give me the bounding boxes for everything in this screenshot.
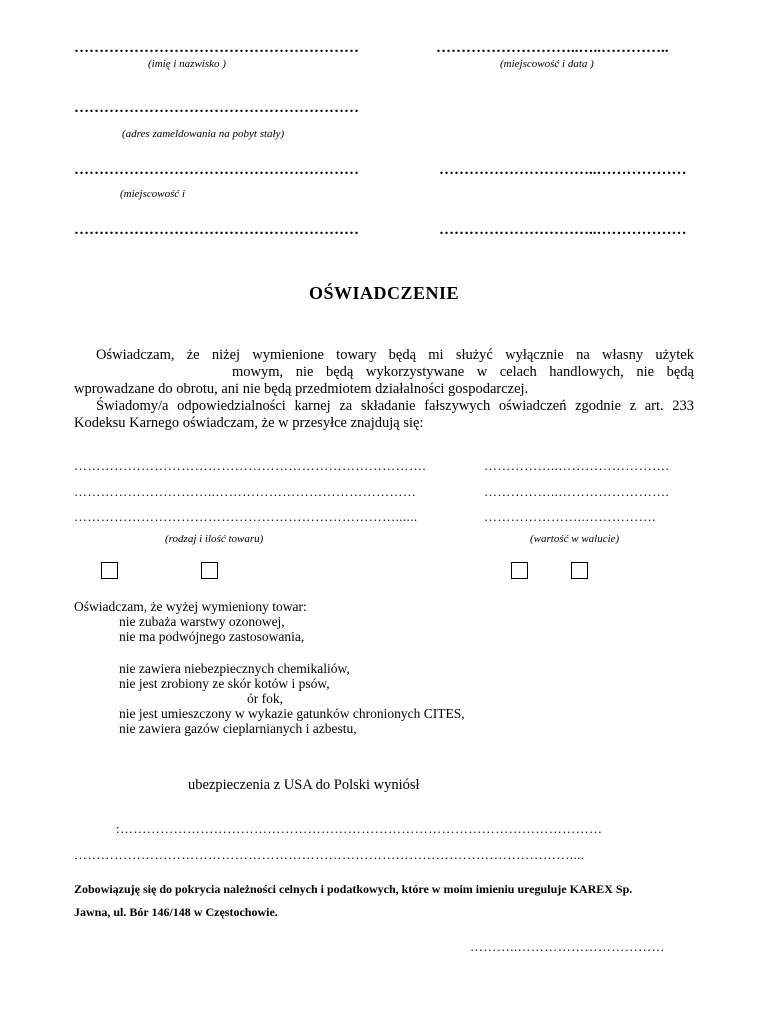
declaration-item: nie zawiera niebezpiecznych chemikaliów, bbox=[119, 661, 350, 676]
declaration-item: nie zawiera gazów cieplarnianych i azbestu, bbox=[119, 721, 357, 736]
insurance-line-1: :……………………………………………………………………………………………… bbox=[116, 821, 603, 836]
statement-line-5: Kodeksu Karnego oświadczam, że w przesyłce znajdują się: bbox=[74, 415, 424, 431]
statement-line-4: Świadomy/a odpowiedzialności karnej za składanie fałszywych oświadczeń zgodnie z art. 233 bbox=[96, 398, 694, 414]
obligation-line-1: Zobowiązuję się do pokrycia należności celnych i podatkowych, które w moim imieniu ureguluje KAREX Sp. bbox=[74, 882, 633, 896]
declaration-item: ór fok, bbox=[247, 691, 283, 706]
checkbox-1[interactable] bbox=[101, 562, 118, 579]
row3-right-field-line: …………………………..……………… bbox=[439, 162, 687, 178]
declaration-item: nie ma podwójnego zastosowania, bbox=[119, 629, 305, 644]
place-date-caption: (miejscowość i data ) bbox=[500, 58, 594, 70]
declaration-item: nie zubaża warstwy ozonowej, bbox=[119, 614, 285, 629]
value-line-2: ……………..……………………. bbox=[484, 484, 670, 499]
checkbox-4[interactable] bbox=[571, 562, 588, 579]
statement-line-2: mowym, nie będą wykorzystywane w celach handlowych, nie będą bbox=[232, 364, 694, 380]
goods-line-3: ………………………………………………………………...... bbox=[74, 509, 418, 524]
declaration-item: nie jest zrobiony ze skór kotów i psów, bbox=[119, 676, 330, 691]
goods-caption: (rodzaj i ilość towaru) bbox=[165, 533, 264, 545]
row3-left-field-line: ………………………………………………… bbox=[74, 162, 359, 178]
place-date-field-line: ………………………..…..………….. bbox=[436, 40, 669, 56]
insurance-text: ubezpieczenia z USA do Polski wyniósł bbox=[188, 777, 420, 793]
document-title: OŚWIADCZENIE bbox=[308, 283, 460, 303]
value-line-3: …………………..……………. bbox=[484, 509, 656, 524]
value-caption: (wartość w walucie) bbox=[530, 533, 620, 545]
statement-line-1: Oświadczam, że niżej wymienione towary będą mi służyć wyłącznie na własny użytek bbox=[96, 347, 694, 363]
checkbox-2[interactable] bbox=[201, 562, 218, 579]
declaration-item: nie jest umieszczony w wykazie gatunków chronionych CITES, bbox=[119, 706, 465, 721]
declaration-intro: Oświadczam, że wyżej wymieniony towar: bbox=[74, 599, 307, 614]
checkbox-3[interactable] bbox=[511, 562, 528, 579]
name-caption: (imię i nazwisko ) bbox=[148, 58, 226, 70]
goods-line-1: ……………………………………………………………………. bbox=[74, 458, 427, 473]
row3-caption: (miejscowość i bbox=[120, 188, 186, 200]
address-caption: (adres zameldowania na pobyt stały) bbox=[122, 128, 285, 140]
address-field-line: ………………………………………………… bbox=[74, 100, 359, 116]
statement-line-3: wprowadzane do obrotu, ani nie będą przedmiotem działalności gospodarczej. bbox=[74, 381, 529, 397]
row4-left-field-line: ………………………………………………… bbox=[74, 222, 359, 238]
row4-right-field-line: …………………………..……………… bbox=[439, 222, 687, 238]
value-line-1: ……………..……………………. bbox=[484, 458, 670, 473]
signature-line: ………..…………………………… bbox=[470, 939, 665, 954]
obligation-line-2: Jawna, ul. Bór 146/148 w Częstochowie. bbox=[74, 905, 278, 919]
name-field-line: ………………………………………………… bbox=[74, 40, 359, 56]
goods-line-2: …………………………..……………………………………… bbox=[74, 484, 417, 499]
insurance-line-2: ………………………………………………………………………………………………….... bbox=[74, 847, 585, 862]
